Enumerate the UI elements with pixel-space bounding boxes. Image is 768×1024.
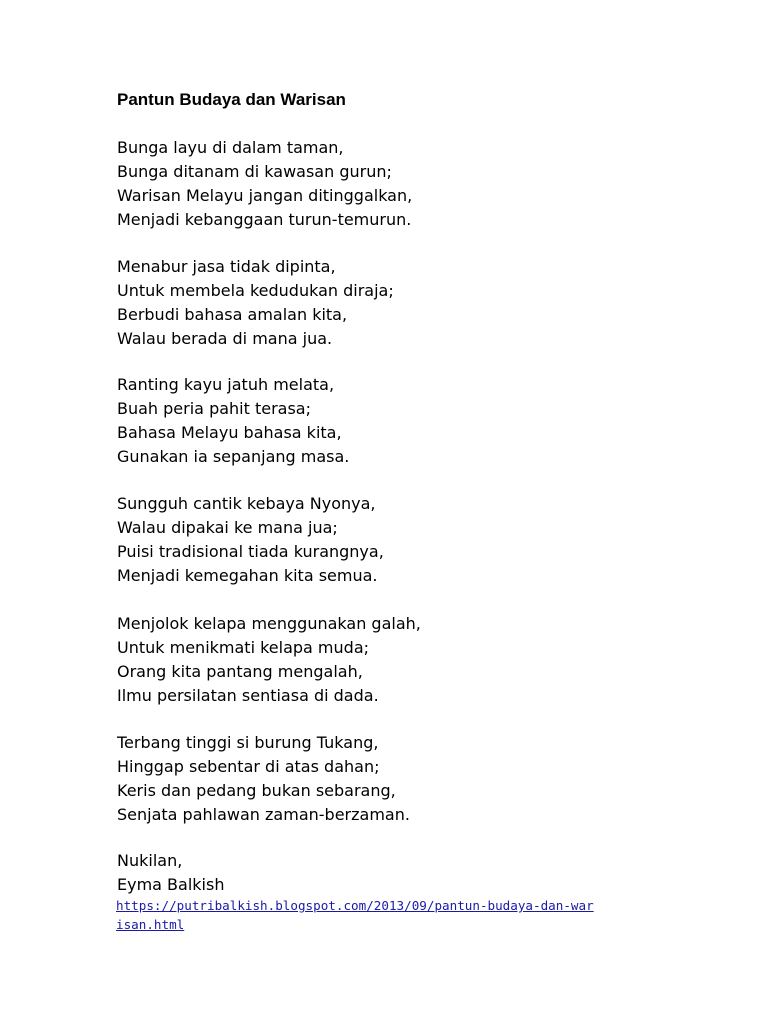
stanza-line: Senjata pahlawan zaman-berzaman.	[117, 805, 410, 824]
stanza-line: Orang kita pantang mengalah,	[117, 662, 363, 681]
poem-title: Pantun Budaya dan Warisan	[117, 90, 346, 109]
stanza-line: Berbudi bahasa amalan kita,	[117, 305, 348, 324]
source-link[interactable]: https://putribalkish.blogspot.com/2013/09/pantun-budaya-dan-warisan.html	[116, 898, 594, 932]
stanza-4	[117, 492, 384, 588]
stanza-line: Menabur jasa tidak dipinta,	[117, 257, 336, 276]
stanza-line: Walau berada di mana jua.	[117, 329, 333, 348]
author-name: Eyma Balkish	[117, 875, 225, 894]
stanza-line: Buah peria pahit terasa;	[117, 399, 311, 418]
signature-label: Nukilan,	[117, 851, 183, 870]
stanza-line: Terbang tinggi si burung Tukang,	[117, 733, 379, 752]
stanza-line: Hinggap sebentar di atas dahan;	[117, 757, 380, 776]
stanza-2	[117, 255, 394, 351]
stanza-5	[117, 612, 421, 708]
stanza-line: Sungguh cantik kebaya Nyonya,	[117, 494, 376, 513]
stanza-3	[117, 373, 349, 469]
stanza-line: Gunakan ia sepanjang masa.	[117, 447, 350, 466]
stanza-line: Menjadi kemegahan kita semua.	[117, 566, 378, 585]
stanza-1	[117, 136, 412, 232]
stanza-line: Puisi tradisional tiada kurangnya,	[117, 542, 384, 561]
stanza-line: Ilmu persilatan sentiasa di dada.	[117, 686, 379, 705]
stanza-line: Keris dan pedang bukan sebarang,	[117, 781, 396, 800]
stanza-line: Bunga layu di dalam taman,	[117, 138, 344, 157]
stanza-line: Ranting kayu jatuh melata,	[117, 375, 335, 394]
stanza-line: Walau dipakai ke mana jua;	[117, 518, 338, 537]
stanza-line: Menjadi kebanggaan turun-temurun.	[117, 210, 412, 229]
stanza-line: Untuk menikmati kelapa muda;	[117, 638, 370, 657]
stanza-line: Menjolok kelapa menggunakan galah,	[117, 614, 421, 633]
stanza-6	[117, 731, 410, 827]
signature-block	[117, 849, 224, 897]
stanza-line: Untuk membela kedudukan diraja;	[117, 281, 394, 300]
stanza-line: Bahasa Melayu bahasa kita,	[117, 423, 342, 442]
stanza-line: Warisan Melayu jangan ditinggalkan,	[117, 186, 413, 205]
stanza-line: Bunga ditanam di kawasan gurun;	[117, 162, 392, 181]
